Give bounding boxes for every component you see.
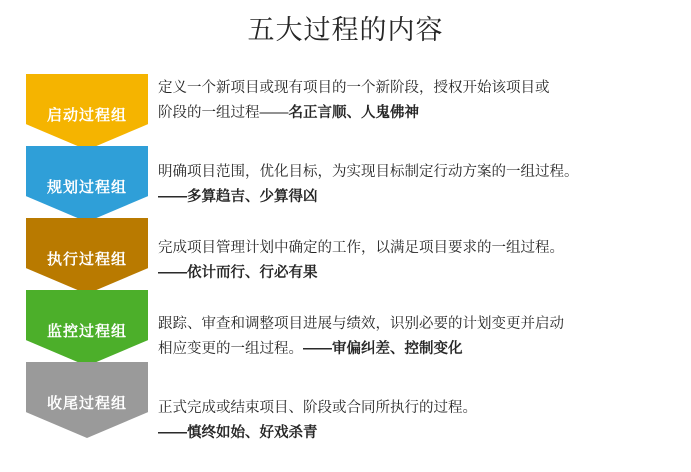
description-emphasis: ——多算趋吉、少算得凶	[158, 189, 318, 205]
description-text: 跟踪、审查和调整项目进展与绩效，识别必要的计划变更并启动	[158, 316, 564, 332]
description-monitoring	[158, 312, 674, 396]
chevron-label: 规划过程组	[46, 179, 127, 196]
description-text: 明确项目范围，优化目标，为实现目标制定行动方案的一组过程。	[158, 164, 579, 180]
chevron-label: 监控过程组	[46, 323, 127, 340]
description-line	[158, 101, 674, 126]
description-text: 正式完成或结束项目、阶段或合同所执行的过程。	[158, 400, 477, 416]
description-text: 阶段的一组过程——	[158, 105, 289, 121]
process-descriptions	[158, 76, 674, 472]
description-line	[158, 261, 674, 286]
description-executing	[158, 236, 674, 312]
description-line	[158, 312, 674, 337]
description-emphasis: ——依计而行、行必有果	[158, 265, 318, 281]
description-line	[158, 185, 674, 210]
chevron-planning[interactable]	[26, 146, 148, 222]
chevron-label: 执行过程组	[46, 251, 127, 268]
description-line	[158, 236, 674, 261]
description-text: 相应变更的一组过程。	[158, 341, 303, 357]
description-emphasis: 名正言顺、人鬼佛神	[288, 105, 419, 121]
description-closing	[158, 396, 674, 472]
chevron-closing[interactable]	[26, 362, 148, 438]
chevron-label: 启动过程组	[46, 107, 127, 124]
description-line	[158, 396, 674, 421]
chevron-monitoring[interactable]	[26, 290, 148, 366]
chevron-initiating[interactable]	[26, 74, 148, 150]
chevron-label: 收尾过程组	[46, 395, 127, 412]
slide-title: 五大过程的内容	[247, 15, 444, 45]
description-line	[158, 421, 674, 446]
description-text: 完成项目管理计划中确定的工作，以满足项目要求的一组过程。	[158, 240, 564, 256]
description-line	[158, 337, 674, 362]
description-planning	[158, 160, 674, 236]
description-initiating	[158, 76, 674, 160]
chevron-executing[interactable]	[26, 218, 148, 294]
description-line	[158, 160, 674, 185]
description-line	[158, 76, 674, 101]
process-chevron-column	[26, 74, 148, 434]
description-emphasis: ——慎终如始、好戏杀青	[158, 425, 318, 441]
description-emphasis: ——审偏纠差、控制变化	[303, 341, 463, 357]
description-text: 定义一个新项目或现有项目的一个新阶段，授权开始该项目或	[158, 80, 550, 96]
